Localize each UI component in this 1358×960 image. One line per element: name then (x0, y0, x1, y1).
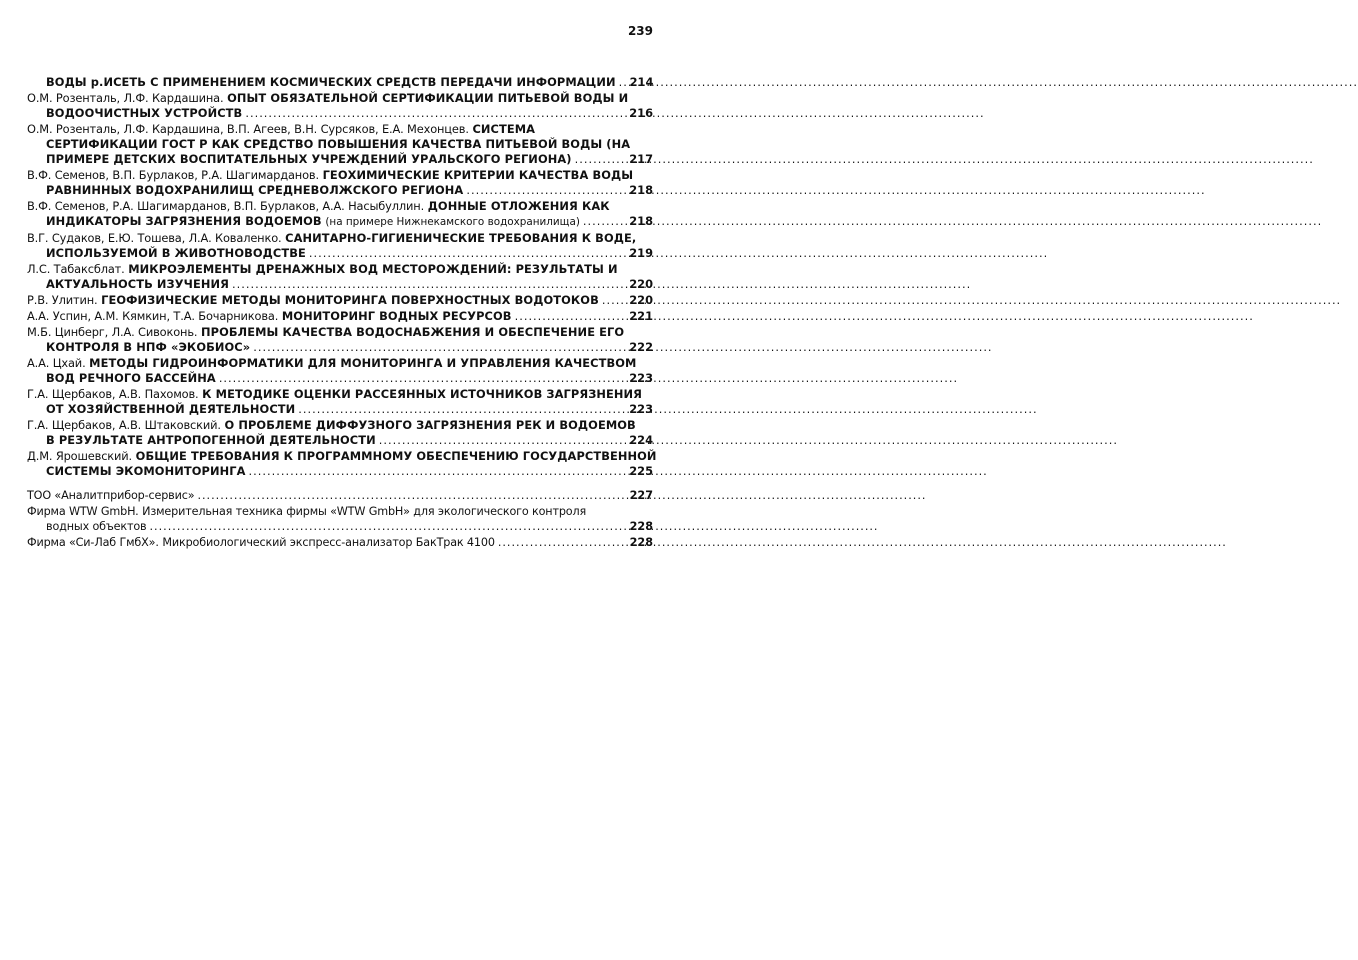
advertiser-description: водных объектов (46, 520, 147, 533)
entry-page: 225 (629, 464, 653, 478)
entry-title: ОБЩИЕ ТРЕБОВАНИЯ К ПРОГРАММНОМУ ОБЕСПЕЧЕНИЮ ГОСУДАРСТВЕННОЙ (135, 449, 657, 463)
entry-authors: Г.А. Щербаков, А.В. Штаковский. (27, 418, 221, 432)
dot-leader (232, 277, 626, 292)
dot-leader (245, 106, 626, 121)
dot-leader (466, 183, 626, 198)
toc-entry (27, 325, 653, 355)
entry-page: 222 (629, 340, 653, 354)
entry-authors: М.Б. Цинберг, Л.А. Сивоконь. (27, 325, 198, 339)
dot-leader (150, 519, 627, 534)
entry-title: ВОД РЕЧНОГО БАССЕЙНА (46, 371, 216, 385)
dot-leader (619, 75, 627, 90)
entry-authors: В.Ф. Семенов, В.П. Бурлаков, Р.А. Шагимарданов. (27, 168, 319, 182)
entry-title: К МЕТОДИКЕ ОЦЕНКИ РАССЕЯННЫХ ИСТОЧНИКОВ ЗАГРЯЗНЕНИЯ (202, 387, 643, 401)
entry-authors: А.А. Успин, А.М. Кямкин, Т.А. Бочарникова. (27, 309, 279, 323)
entry-title: ВОДЫ р.ИСЕТЬ С ПРИМЕНЕНИЕМ КОСМИЧЕСКИХ СРЕДСТВ ПЕРЕДАЧИ ИНФОРМАЦИИ (46, 75, 616, 89)
advertiser-page: 228 (629, 536, 653, 549)
entry-authors: В.Г. Судаков, Е.Ю. Тошева, Л.А. Коваленко. (27, 231, 282, 245)
entry-title: О ПРОБЛЕМЕ ДИФФУЗНОГО ЗАГРЯЗНЕНИЯ РЕК И ВОДОЕМОВ (224, 418, 636, 432)
entry-title: ИСПОЛЬЗУЕМОЙ В ЖИВОТНОВОДСТВЕ (46, 246, 306, 260)
entry-page: 220 (629, 293, 653, 307)
dot-leader (298, 402, 626, 417)
entry-title: МЕТОДЫ ГИДРОИНФОРМАТИКИ ДЛЯ МОНИТОРИНГА И УПРАВЛЕНИЯ КАЧЕСТВОМ (89, 356, 637, 370)
entry-title: АКТУАЛЬНОСТЬ ИЗУЧЕНИЯ (46, 277, 229, 291)
advertiser-name: Фирма «Си-Лаб ГмбХ». (27, 536, 159, 549)
dot-leader (583, 214, 626, 229)
toc-entry (27, 309, 653, 324)
entry-page: 221 (629, 309, 653, 323)
entry-title: В РЕЗУЛЬТАТЕ АНТРОПОГЕННОЙ ДЕЯТЕЛЬНОСТИ (46, 433, 376, 447)
entry-authors: Л.С. Табаксблат. (27, 262, 125, 276)
entry-title: ПРИМЕРЕ ДЕТСКИХ ВОСПИТАТЕЛЬНЫХ УЧРЕЖДЕНИЙ УРАЛЬСКОГО РЕГИОНА) (46, 152, 572, 166)
toc-entry (27, 199, 653, 230)
entry-authors: А.А. Цхай. (27, 356, 86, 370)
entry-page: 224 (629, 433, 653, 447)
entry-title: СИСТЕМЫ ЭКОМОНИТОРИНГА (46, 464, 246, 478)
entry-title: ПРОБЛЕМЫ КАЧЕСТВА ВОДОСНАБЖЕНИЯ И ОБЕСПЕЧЕНИЕ ЕГО (201, 325, 625, 339)
entry-title: ДОННЫЕ ОТЛОЖЕНИЯ КАК (427, 199, 610, 213)
entry-authors: Г.А. Щербаков, А.В. Пахомов. (27, 387, 199, 401)
advertisers-list (27, 488, 653, 551)
dot-leader (197, 488, 626, 503)
toc-entry (27, 418, 653, 448)
toc-entry (27, 91, 653, 121)
entry-title: САНИТАРНО-ГИГИЕНИЧЕСКИЕ ТРЕБОВАНИЯ К ВОДЕ, (285, 231, 637, 245)
entry-subtitle: (на примере Нижнекамского водохранилища) (325, 216, 580, 228)
entry-title: МОНИТОРИНГ ВОДНЫХ РЕСУРСОВ (281, 309, 512, 323)
advertiser-name: ТОО «Аналитприбор-сервис» (27, 489, 195, 502)
entry-page: 214 (629, 75, 654, 89)
dot-leader (253, 340, 626, 355)
advertiser-entry (27, 535, 653, 550)
entry-page: 217 (629, 152, 653, 166)
entry-page: 216 (629, 106, 653, 120)
entry-title: МИКРОЭЛЕМЕНТЫ ДРЕНАЖНЫХ ВОД МЕСТОРОЖДЕНИЙ: РЕЗУЛЬТАТЫ И (128, 262, 618, 276)
dot-leader (498, 535, 627, 550)
toc-entry (27, 231, 653, 261)
entry-title: ГЕОХИМИЧЕСКИЕ КРИТЕРИИ КАЧЕСТВА ВОДЫ (322, 168, 634, 182)
toc-entry (27, 449, 657, 479)
toc-entry (27, 387, 653, 417)
page-number: 239 (627, 24, 653, 38)
entry-authors: О.М. Розенталь, Л.Ф. Кардашина, В.П. Агеев, В.Н. Сурсяков, Е.А. Мехонцев. (27, 122, 469, 136)
entry-title: СИСТЕМА (472, 122, 536, 136)
entry-page: 223 (629, 371, 653, 385)
advertiser-description: Микробиологический экспресс-анализатор БакТрак 4100 (162, 536, 495, 549)
advertiser-name: Фирма WTW GmbH. (27, 505, 139, 518)
advertiser-description: Измерительная техника фирмы «WTW GmbH» для экологического контроля (142, 505, 587, 518)
toc-entry (27, 122, 653, 167)
entry-page: 219 (629, 246, 653, 260)
entry-title: РАВНИННЫХ ВОДОХРАНИЛИЩ СРЕДНЕВОЛЖСКОГО РЕГИОНА (46, 183, 464, 197)
entry-page: 218 (629, 183, 653, 197)
dot-leader (248, 464, 626, 479)
dot-leader (602, 293, 626, 308)
advertiser-page: 228 (629, 520, 653, 533)
entry-page: 220 (629, 277, 653, 291)
entry-authors: Д.М. Ярошевский. (27, 449, 133, 463)
dot-leader (379, 433, 627, 448)
toc-entry (27, 75, 653, 90)
entry-title: КОНТРОЛЯ В НПФ «ЭКОБИОС» (46, 340, 251, 354)
entry-title: ГЕОФИЗИЧЕСКИЕ МЕТОДЫ МОНИТОРИНГА ПОВЕРХНОСТНЫХ ВОДОТОКОВ (101, 293, 599, 307)
entry-title: ОПЫТ ОБЯЗАТЕЛЬНОЙ СЕРТИФИКАЦИИ ПИТЬЕВОЙ ВОДЫ И (227, 91, 629, 105)
advertiser-page: 227 (629, 489, 653, 502)
entry-page: 218 (629, 214, 653, 228)
entry-authors: В.Ф. Семенов, Р.А. Шагимарданов, В.П. Бурлаков, А.А. Насыбуллин. (27, 199, 425, 213)
entry-page: 223 (629, 402, 653, 416)
toc-entry (27, 293, 653, 308)
toc-entry (27, 262, 653, 292)
advertiser-entry (27, 504, 653, 534)
entry-authors: О.М. Розенталь, Л.Ф. Кардашина. (27, 91, 224, 105)
advertiser-entry (27, 488, 653, 503)
entry-title: ОТ ХОЗЯЙСТВЕННОЙ ДЕЯТЕЛЬНОСТИ (46, 402, 296, 416)
toc-entry (27, 168, 653, 198)
entry-title: ИНДИКАТОРЫ ЗАГРЯЗНЕНИЯ ВОДОЕМОВ (46, 214, 322, 228)
dot-leader (575, 152, 627, 167)
entry-title: СЕРТИФИКАЦИИ ГОСТ Р КАК СРЕДСТВО ПОВЫШЕНИЯ КАЧЕСТВА ПИТЬЕВОЙ ВОДЫ (НА (46, 137, 631, 151)
entry-authors: Р.В. Улитин. (27, 293, 98, 307)
dot-leader (309, 246, 626, 261)
dot-leader (515, 309, 627, 324)
toc-entry (27, 356, 653, 386)
entry-title: ВОДООЧИСТНЫХ УСТРОЙСТВ (46, 106, 243, 120)
toc-entries (27, 75, 657, 480)
dot-leader (219, 371, 626, 386)
